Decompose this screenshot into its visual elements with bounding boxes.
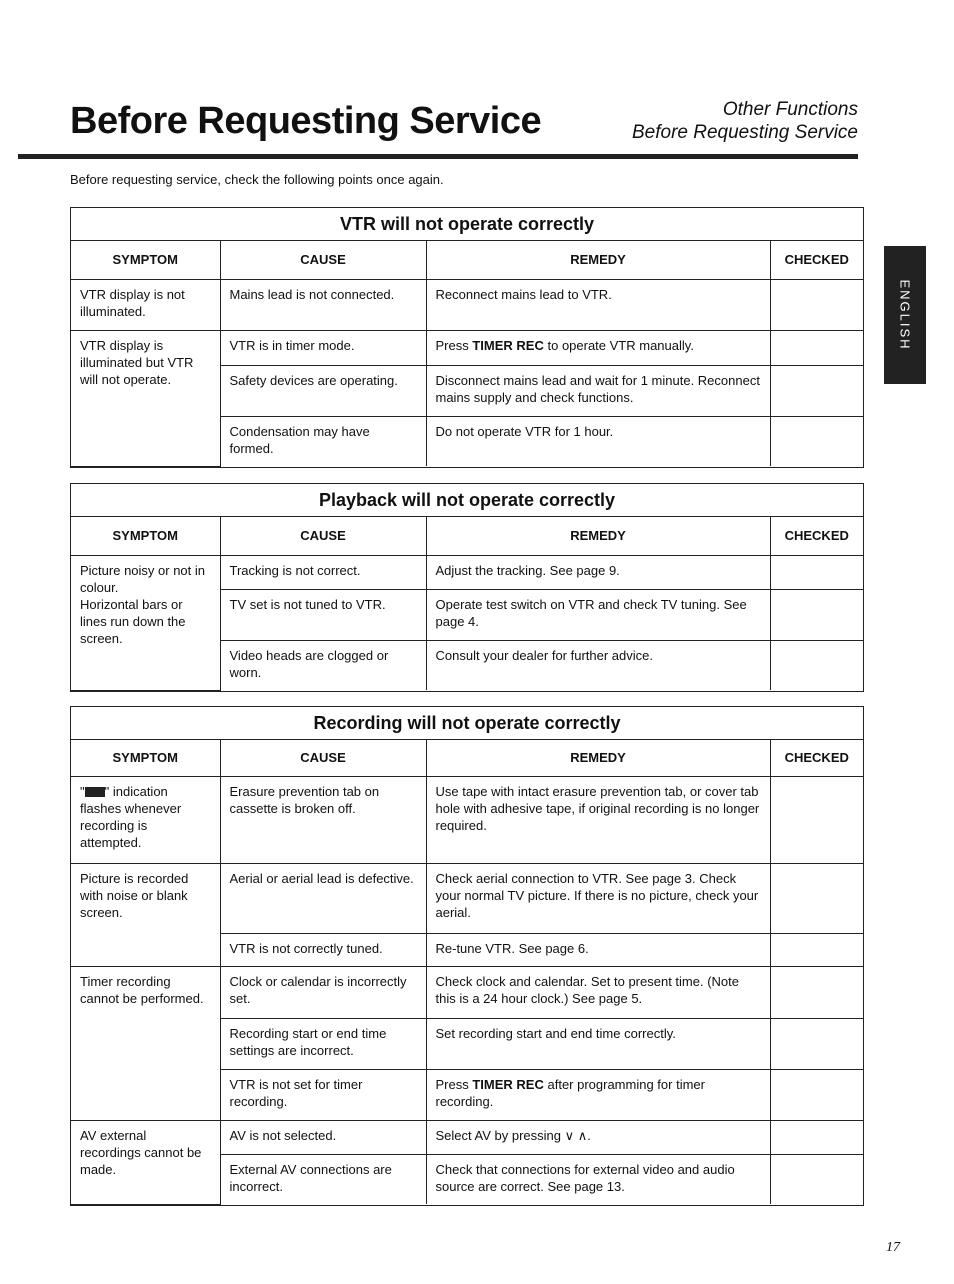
cause-cell: Condensation may have formed. [220, 416, 426, 466]
checked-cell[interactable] [770, 365, 863, 416]
cause-header: CAUSE [220, 740, 426, 776]
cause-header: CAUSE [220, 517, 426, 555]
checked-cell[interactable] [770, 933, 863, 966]
symptom-cell: VTR display is not illuminated. [71, 279, 220, 330]
language-tab-label: ENGLISH [897, 279, 913, 351]
vtr-table-title: VTR will not operate correctly [71, 208, 863, 241]
symptom-cell: Picture is recorded with noise or blank screen. [71, 863, 220, 966]
playback-table-title: Playback will not operate correctly [71, 484, 863, 517]
cause-cell: Clock or calendar is incorrectly set. [220, 966, 426, 1018]
checked-cell[interactable] [770, 1069, 863, 1120]
symptom-cell: AV external recordings cannot be made. [71, 1120, 220, 1204]
symptom-cell: VTR display is illuminated but VTR will not operate. [71, 330, 220, 466]
checked-header: CHECKED [770, 740, 863, 776]
tape-warning-icon [85, 787, 105, 797]
remedy-header: REMEDY [426, 740, 770, 776]
playback-table [70, 483, 864, 692]
cause-cell: Tracking is not correct. [220, 555, 426, 589]
cause-cell: Safety devices are operating. [220, 365, 426, 416]
remedy-cell: Reconnect mains lead to VTR. [426, 279, 770, 330]
symptom-header: SYMPTOM [71, 241, 220, 279]
remedy-cell: Adjust the tracking. See page 9. [426, 555, 770, 589]
checked-cell[interactable] [770, 1120, 863, 1154]
page-title: Before Requesting Service [70, 100, 542, 142]
symptom-header: SYMPTOM [71, 517, 220, 555]
checked-cell[interactable] [770, 279, 863, 330]
remedy-cell: Press TIMER REC to operate VTR manually. [426, 330, 770, 365]
remedy-cell: Operate test switch on VTR and check TV tuning. See page 4. [426, 589, 770, 640]
remedy-cell: Press TIMER REC after programming for timer recording. [426, 1069, 770, 1120]
remedy-cell: Select AV by pressing ∨ ∧. [426, 1120, 770, 1154]
recording-table-title: Recording will not operate correctly [71, 707, 863, 740]
cause-header: CAUSE [220, 241, 426, 279]
remedy-header: REMEDY [426, 241, 770, 279]
remedy-cell: Re-tune VTR. See page 6. [426, 933, 770, 966]
remedy-cell: Check clock and calendar. Set to present time. (Note this is a 24 hour clock.) See page 5. [426, 966, 770, 1018]
cause-cell: Mains lead is not connected. [220, 279, 426, 330]
remedy-cell: Set recording start and end time correctly. [426, 1018, 770, 1069]
symptom-header: SYMPTOM [71, 740, 220, 776]
checked-cell[interactable] [770, 1154, 863, 1204]
remedy-header: REMEDY [426, 517, 770, 555]
symptom-cell: " " indication flashes whenever recording is attempted. [71, 776, 220, 863]
checked-cell[interactable] [770, 776, 863, 863]
section-label [632, 98, 858, 144]
cause-cell: TV set is not tuned to VTR. [220, 589, 426, 640]
remedy-cell: Disconnect mains lead and wait for 1 minute. Reconnect mains supply and check functions. [426, 365, 770, 416]
remedy-cell: Do not operate VTR for 1 hour. [426, 416, 770, 466]
remedy-cell: Consult your dealer for further advice. [426, 640, 770, 690]
cause-cell: Video heads are clogged or worn. [220, 640, 426, 690]
checked-cell[interactable] [770, 863, 863, 933]
cause-cell: VTR is not set for timer recording. [220, 1069, 426, 1120]
recording-table [70, 706, 864, 1206]
remedy-cell: Check that connections for external video and audio source are correct. See page 13. [426, 1154, 770, 1204]
symptom-cell: Picture noisy or not in colour. Horizontal bars or lines run down the screen. [71, 555, 220, 690]
header-rule [18, 154, 858, 159]
checked-cell[interactable] [770, 589, 863, 640]
checked-header: CHECKED [770, 517, 863, 555]
section-name: Other Functions [722, 99, 858, 120]
checked-cell[interactable] [770, 640, 863, 690]
checked-cell[interactable] [770, 1018, 863, 1069]
cause-cell: Recording start or end time settings are incorrect. [220, 1018, 426, 1069]
language-tab [884, 246, 926, 384]
cause-cell: External AV connections are incorrect. [220, 1154, 426, 1204]
remedy-cell: Check aerial connection to VTR. See page 3. Check your normal TV picture. If there is no picture, check your aerial. [426, 863, 770, 933]
checked-cell[interactable] [770, 330, 863, 365]
checked-cell[interactable] [770, 966, 863, 1018]
subsection-name: Before Requesting Service [631, 122, 858, 143]
cause-cell: Aerial or aerial lead is defective. [220, 863, 426, 933]
cause-cell: VTR is in timer mode. [220, 330, 426, 365]
cause-cell: VTR is not correctly tuned. [220, 933, 426, 966]
checked-cell[interactable] [770, 416, 863, 466]
vtr-table [70, 207, 864, 468]
checked-cell[interactable] [770, 555, 863, 589]
cause-cell: Erasure prevention tab on cassette is broken off. [220, 776, 426, 863]
checked-header: CHECKED [770, 241, 863, 279]
cause-cell: AV is not selected. [220, 1120, 426, 1154]
intro-text: Before requesting service, check the following points once again. [70, 172, 444, 187]
page-number: 17 [886, 1240, 900, 1255]
remedy-cell: Use tape with intact erasure prevention tab, or cover tab hole with adhesive tape, if original recording is no longer required. [426, 776, 770, 863]
symptom-cell: Timer recording cannot be performed. [71, 966, 220, 1120]
